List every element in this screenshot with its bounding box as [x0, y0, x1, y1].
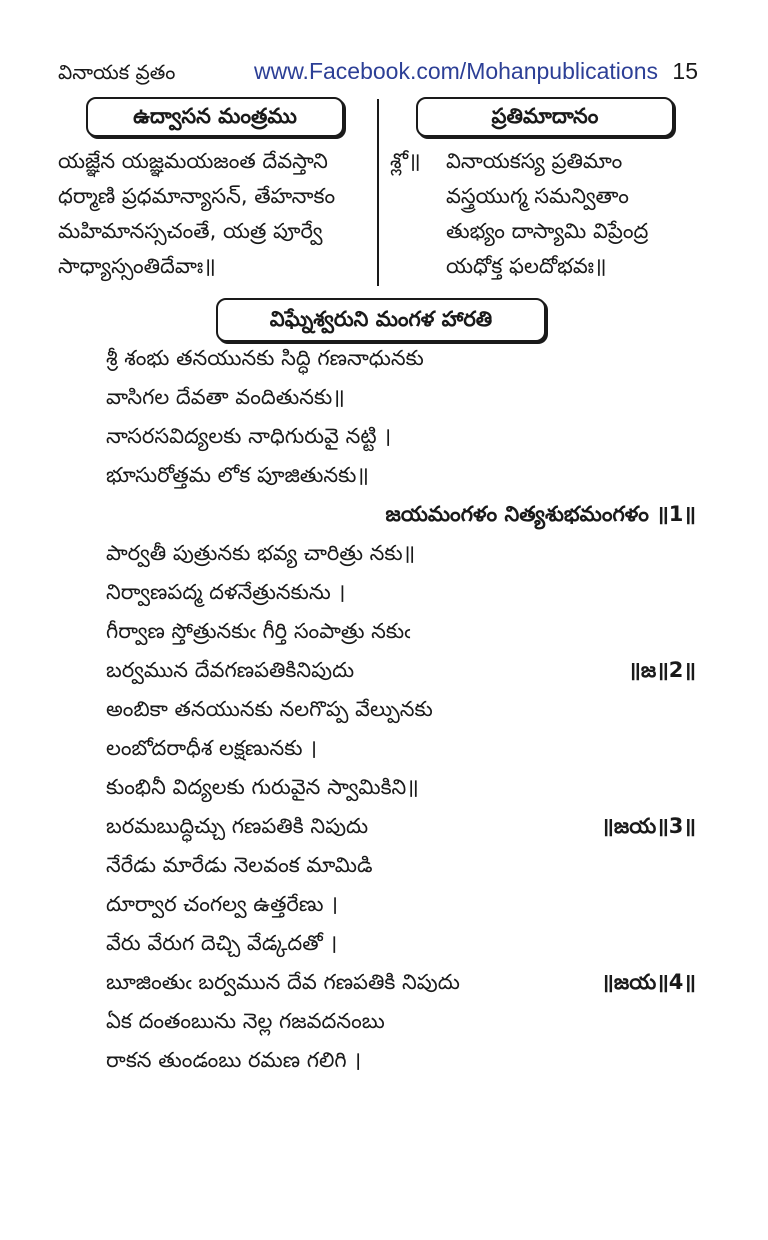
- verse-number-tag: ॥జ॥2॥: [628, 658, 696, 682]
- udvasana-mantra: [58, 144, 374, 284]
- mantra-line: ధర్మాణి ప్రధమాన్యాసన్, తేహనాకం: [58, 184, 336, 208]
- verse-line: ఏక దంతంబును నెల్ల గజవదనంబు: [106, 1009, 385, 1033]
- verse-line: బూజింతుఁ బర్వమున దేవ గణపతికి నిపుదు ॥జయ॥4॥: [106, 970, 696, 1009]
- aarathi-title-box: [216, 298, 546, 342]
- verse-line: బర్వమున దేవగణపతికినిపుదు ॥జ॥2॥: [106, 658, 696, 697]
- sloka-line: యధోక్త ఫలదోభవః॥: [446, 254, 607, 278]
- udvasana-title: ఉద్వాసన మంత్రము: [133, 104, 297, 128]
- verse-line: బరమబుద్ధిచ్చు గణపతికి నిపుదు ॥జయ॥3॥: [106, 814, 696, 853]
- verse-number-tag: ॥జయ॥3॥: [601, 814, 696, 838]
- verse-line: అంబికా తనయునకు నలగొప్ప వేల్పునకు: [106, 697, 433, 721]
- mantra-line: సాధ్యాస్సంతిదేవాః॥: [58, 254, 216, 278]
- verse-line: లంబోదరాధీశ లక్షణునకు ।: [106, 736, 318, 760]
- verse-line: రాకన తుండంబు రమణ గలిగి ।: [106, 1048, 362, 1072]
- column-divider: [377, 99, 379, 286]
- pratimadanam-title: ప్రతిమాదానం: [491, 104, 599, 128]
- mantra-line: మహిమానస్సచంతే, యత్ర పూర్వే: [58, 219, 323, 243]
- mantra-line: యజ్ఞేన యజ్ఞమయజంత దేవస్తాని: [58, 149, 328, 173]
- page-header: [58, 58, 698, 88]
- sloka-line: తుభ్యం దాస్యామి విప్రేంద్ర: [446, 219, 649, 243]
- verse-line: వాసిగల దేవతా వందితునకు॥: [106, 385, 345, 409]
- sloka-line: వస్త్రయుగ్మ సమన్వితాం: [446, 184, 629, 208]
- udvasana-title-box: [86, 97, 344, 137]
- sloka-label: శ్లో॥: [390, 149, 421, 173]
- verse-line: భూసురోత్తమ లోక పూజితునకు॥: [106, 463, 369, 487]
- verse-number-tag: ॥జయ॥4॥: [601, 970, 696, 994]
- aarathi-title: విఘ్నేశ్వరుని మంగళ హారతి: [269, 307, 493, 331]
- verse-line: వేరు వేరుగ దెచ్చి వేడ్కదతో ।: [106, 931, 338, 955]
- verse-line: శ్రీ శంభు తనయునకు సిద్ధి గణనాధునకు: [106, 346, 424, 370]
- verse-line: కుంభినీ విద్యలకు గురువైన స్వామికిని॥: [106, 775, 419, 799]
- verse-line: నాసరసవిద్యలకు నాధిగురువై నట్టి ।: [106, 424, 392, 448]
- page-number: 15: [672, 58, 698, 84]
- verse-line: నేరేడు మారేడు నెలవంక మామిడి: [106, 853, 373, 877]
- verse-line: నిర్వాణపద్మ దళనేత్రునకును ।: [106, 580, 346, 604]
- pratimadanam-sloka: [446, 144, 696, 284]
- book-title: వినాయక వ్రతం: [58, 60, 176, 84]
- pratimadanam-title-box: [416, 97, 674, 137]
- verse-line: దూర్వార చంగల్వ ఉత్తరేణు ।: [106, 892, 339, 916]
- facebook-url[interactable]: www.Facebook.com/Mohanpublications: [254, 58, 658, 84]
- refrain-line: జయమంగళం నిత్యశుభమంగళం ॥1॥: [385, 502, 696, 526]
- sloka-line: వినాయకస్య ప్రతిమాం: [446, 149, 623, 173]
- verse-line: పార్వతీ పుత్రునకు భవ్య చారిత్రు నకు॥: [106, 541, 416, 565]
- aarathi-verses: [106, 346, 696, 1087]
- verse-line: గీర్వాణ స్తోత్రునకుఁ గీర్తి సంపాత్రు నకుఁ: [106, 619, 411, 643]
